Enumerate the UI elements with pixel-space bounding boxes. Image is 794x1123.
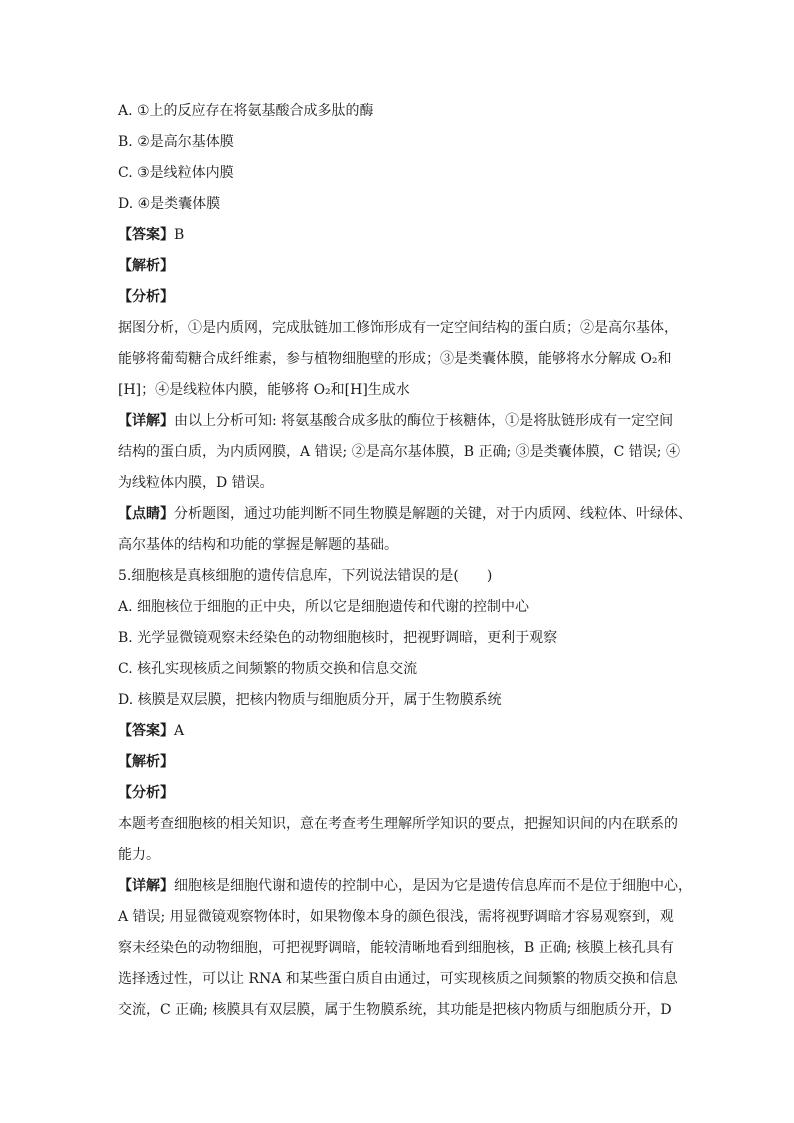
- q4-dianjing-line-1: 【点睛】分析题图，通过功能判断不同生物膜是解题的关键，对于内质网、线粒体、叶绿体、: [118, 506, 692, 522]
- q5-xiangjie-line-1: 【详解】细胞核是细胞代谢和遗传的控制中心，是因为它是遗传信息库而不是位于细胞中心，: [118, 878, 692, 894]
- q4-fenxi-heading: 【分析】: [118, 289, 174, 305]
- q4-xiangjie-line-3: 为线粒体内膜，D 错误。: [118, 475, 274, 491]
- q4-option-b: B. ②是高尔基体膜: [118, 134, 234, 150]
- q4-option-d: D. ④是类囊体膜: [118, 196, 221, 212]
- q5-fenxi-line-1: 本题考查细胞核的相关知识，意在考查考生理解所学知识的要点，把握知识间的内在联系的: [118, 816, 678, 832]
- q5-fenxi-heading: 【分析】: [118, 785, 174, 801]
- q5-option-b: B. 光学显微镜观察未经染色的动物细胞核时，把视野调暗，更利于观察: [118, 630, 558, 646]
- xiangjie-tag: 【详解】: [118, 413, 174, 429]
- q5-option-a: A. 细胞核位于细胞的正中央，所以它是细胞遗传和代谢的控制中心: [118, 599, 530, 615]
- q4-option-c: C. ③是线粒体内膜: [118, 165, 234, 181]
- answer-value: B: [174, 227, 185, 243]
- q5-stem: 5.细胞核是真核细胞的遗传信息库，下列说法错误的是( ): [118, 568, 493, 584]
- q5-fenxi-line-2: 能力。: [118, 847, 160, 863]
- q5-xiangjie-line-5: 交流，C 正确; 核膜具有双层膜，属于生物膜系统，其功能是把核内物质与细胞质分开，D: [118, 1002, 672, 1018]
- q4-fenxi-line-3: [H]；④是线粒体内膜，能够将 O₂和[H]生成水: [118, 382, 410, 398]
- q4-xiangjie-line-2: 结构的蛋白质，为内质网膜，A 错误; ②是高尔基体膜，B 正确; ③是类囊体膜，C 错误; ④: [118, 444, 680, 460]
- dianjing-tag: 【点睛】: [118, 506, 174, 522]
- answer-tag: 【答案】: [118, 227, 174, 243]
- q4-fenxi-line-2: 能够将葡萄糖合成纤维素，参与植物细胞壁的形成；③是类囊体膜，能够将水分解成 O₂和: [118, 351, 672, 367]
- q5-xiangjie-line-2: A 错误; 用显微镜观察物体时，如果物像本身的颜色很浅，需将视野调暗才容易观察到，观: [118, 909, 674, 925]
- q5-option-c: C. 核孔实现核质之间频繁的物质交换和信息交流: [118, 661, 418, 677]
- q4-fenxi-line-1: 据图分析，①是内质网，完成肽链加工修饰形成有一定空间结构的蛋白质；②是高尔基体，: [118, 320, 678, 336]
- q5-xiangjie-line-3: 察未经染色的动物细胞，可把视野调暗，能较清晰地看到细胞核，B 正确; 核膜上核孔具有: [118, 940, 674, 956]
- q5-jiexi-heading: 【解析】: [118, 754, 174, 770]
- q5-answer: 【答案】A: [118, 723, 185, 739]
- q4-xiangjie-line-1: 【详解】由以上分析可知: 将氨基酸合成多肽的酶位于核糖体，①是将肽链形成有一定空间: [118, 413, 674, 429]
- q4-dianjing-line-2: 高尔基体的结构和功能的掌握是解题的基础。: [118, 537, 398, 553]
- q5-xiangjie-line-4: 选择透过性，可以让 RNA 和某些蛋白质自由通过，可实现核质之间频繁的物质交换和信息: [118, 971, 678, 987]
- q4-answer: [118, 220, 678, 251]
- q4-option-a: A. ①上的反应存在将氨基酸合成多肽的酶: [118, 103, 374, 119]
- q4-jiexi-heading: 【解析】: [118, 258, 174, 274]
- document-page: [118, 96, 692, 1026]
- q5-option-d: D. 核膜是双层膜，把核内物质与细胞质分开，属于生物膜系统: [118, 692, 502, 708]
